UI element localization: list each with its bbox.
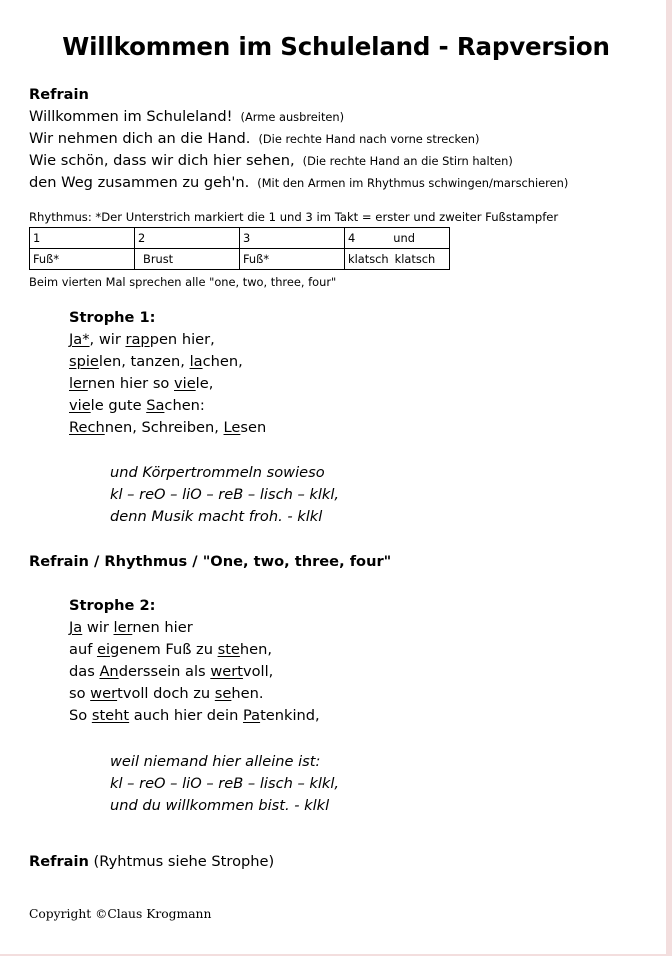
- rhythm-table-row: [30, 249, 450, 270]
- lyric-text: tvoll doch zu: [117, 685, 215, 702]
- final-refrain-label: Refrain: [29, 853, 89, 870]
- strophe-1-line-1: [69, 331, 215, 348]
- lyric-text: pen hier,: [149, 331, 215, 348]
- stressed-syllable: la: [189, 353, 203, 370]
- rhythm-cell: Fuß*: [30, 249, 135, 270]
- stressed-syllable: Sa: [146, 397, 165, 414]
- rhythm-cell: 1: [30, 228, 135, 249]
- stressed-syllable: wer: [90, 685, 118, 702]
- refrain-line-4-note: (Mit den Armen im Rhythmus schwingen/marschieren): [257, 176, 569, 190]
- rhythm-cell: [345, 249, 450, 270]
- refrain-line-1-text: Willkommen im Schuleland!: [29, 108, 233, 125]
- lyric-text: le gute: [90, 397, 147, 414]
- rhythm-table-row: [30, 228, 450, 249]
- stressed-syllable: An: [99, 663, 119, 680]
- stressed-syllable: vie: [174, 375, 196, 392]
- rhythm-cell: Fuß*: [240, 249, 345, 270]
- refrain-line-4: [29, 174, 568, 191]
- refrain-line-3: [29, 152, 513, 169]
- stressed-syllable: steht: [91, 707, 130, 724]
- final-refrain: [29, 853, 274, 870]
- lyric-text: nen hier: [132, 619, 193, 636]
- stressed-syllable: ste: [217, 641, 240, 658]
- lyric-text: auch hier dein: [129, 707, 243, 724]
- stressed-syllable: ler: [69, 375, 88, 392]
- rhythm-klatsch-2: klatsch: [394, 252, 436, 266]
- stressed-syllable: rap: [125, 331, 150, 348]
- stressed-syllable: Rech: [69, 419, 105, 436]
- refrain-line-1-note: (Arme ausbreiten): [240, 110, 345, 124]
- refrain-line-3-text: Wie schön, dass wir dich hier sehen,: [29, 152, 295, 169]
- lyric-text: chen:: [164, 397, 205, 414]
- lyric-text: nen, Schreiben,: [104, 419, 224, 436]
- strophe-2-italic-2: kl – reO – liO – reB – lisch – klkl,: [110, 775, 340, 792]
- lyric-text: hen.: [231, 685, 264, 702]
- stressed-syllable: se: [214, 685, 232, 702]
- strophe-1-line-4: [69, 397, 205, 414]
- lyric-text: chen,: [202, 353, 243, 370]
- refrain-line-2: [29, 130, 479, 147]
- lyric-text: nen hier so: [87, 375, 174, 392]
- refrain-line-4-text: den Weg zusammen zu geh'n.: [29, 174, 250, 191]
- rhythm-cell: [345, 228, 450, 249]
- lyric-text: tenkind,: [260, 707, 320, 724]
- stressed-syllable: Pa: [242, 707, 261, 724]
- strophe-1-italic-1: und Körpertrommeln sowieso: [110, 464, 325, 481]
- strophe-2-line-1: [69, 619, 193, 636]
- strophe-1-italic-2: kl – reO – liO – reB – lisch – klkl,: [110, 486, 340, 503]
- stressed-syllable: ei: [96, 641, 111, 658]
- strophe-1-line-2: [69, 353, 243, 370]
- strophe-2-italic-3: und du willkommen bist. - klkl: [110, 797, 330, 814]
- final-refrain-note: (Ryhtmus siehe Strophe): [88, 853, 275, 870]
- strophe-1-italic-3: denn Musik macht froh. - klkl: [110, 508, 323, 525]
- rhythm-footnote: Beim vierten Mal sprechen alle "one, two, three, four": [29, 275, 337, 289]
- rhythm-beat-und: und: [393, 231, 415, 245]
- lyric-text: das: [69, 663, 100, 680]
- strophe-2-heading: Strophe 2:: [69, 597, 156, 614]
- lyric-text: wir: [82, 619, 114, 636]
- stressed-syllable: ler: [113, 619, 133, 636]
- rhythm-cell: Brust: [135, 249, 240, 270]
- strophe-2-italic-1: weil niemand hier alleine ist:: [110, 753, 321, 770]
- refrain-line-3-note: (Die rechte Hand an die Stirn halten): [302, 154, 513, 168]
- rhythm-intro: Rhythmus: *Der Unterstrich markiert die 1 und 3 im Takt = erster und zweiter Fußstampfer: [29, 210, 559, 224]
- rhythm-beat-4: 4: [348, 231, 356, 245]
- stressed-syllable: spie: [69, 353, 99, 370]
- refrain-line-2-text: Wir nehmen dich an die Hand.: [29, 130, 251, 147]
- refrain-line-2-note: (Die rechte Hand nach vorne strecken): [258, 132, 480, 146]
- rhythm-table: [29, 227, 450, 270]
- rhythm-klatsch-1: klatsch: [348, 252, 389, 266]
- strophe-2-line-4: [69, 685, 264, 702]
- stressed-syllable: Ja*: [69, 331, 90, 348]
- refrain-heading: Refrain: [29, 86, 89, 103]
- page-edge: [666, 0, 672, 956]
- refrain-line-1: [29, 108, 344, 125]
- lyric-text: so: [69, 685, 91, 702]
- rhythm-cell: 3: [240, 228, 345, 249]
- strophe-1-line-3: [69, 375, 213, 392]
- lyric-text: sen: [240, 419, 267, 436]
- stressed-syllable: vie: [69, 397, 91, 414]
- lyric-text: genem Fuß zu: [110, 641, 218, 658]
- lyric-text: auf: [69, 641, 97, 658]
- lyric-text: derssein als: [118, 663, 211, 680]
- page-title: Willkommen im Schuleland - Rapversion: [62, 32, 610, 61]
- lyric-text: hen,: [239, 641, 273, 658]
- stressed-syllable: Le: [223, 419, 241, 436]
- stressed-syllable: Ja: [69, 619, 83, 636]
- refrain-rhythm-heading: Refrain / Rhythmus / "One, two, three, four": [29, 553, 392, 570]
- strophe-1-line-5: [69, 419, 266, 436]
- strophe-2-line-5: [69, 707, 320, 724]
- strophe-2-line-2: [69, 641, 272, 658]
- lyric-text: So: [69, 707, 92, 724]
- rhythm-cell: 2: [135, 228, 240, 249]
- lyric-text: len, tanzen,: [98, 353, 190, 370]
- stressed-syllable: wert: [210, 663, 243, 680]
- copyright-notice: Copyright ©Claus Krogmann: [29, 907, 212, 921]
- strophe-2-line-3: [69, 663, 273, 680]
- strophe-1-heading: Strophe 1:: [69, 309, 156, 326]
- lyric-text: , wir: [89, 331, 126, 348]
- lyric-text: le,: [195, 375, 214, 392]
- lyric-text: voll,: [242, 663, 274, 680]
